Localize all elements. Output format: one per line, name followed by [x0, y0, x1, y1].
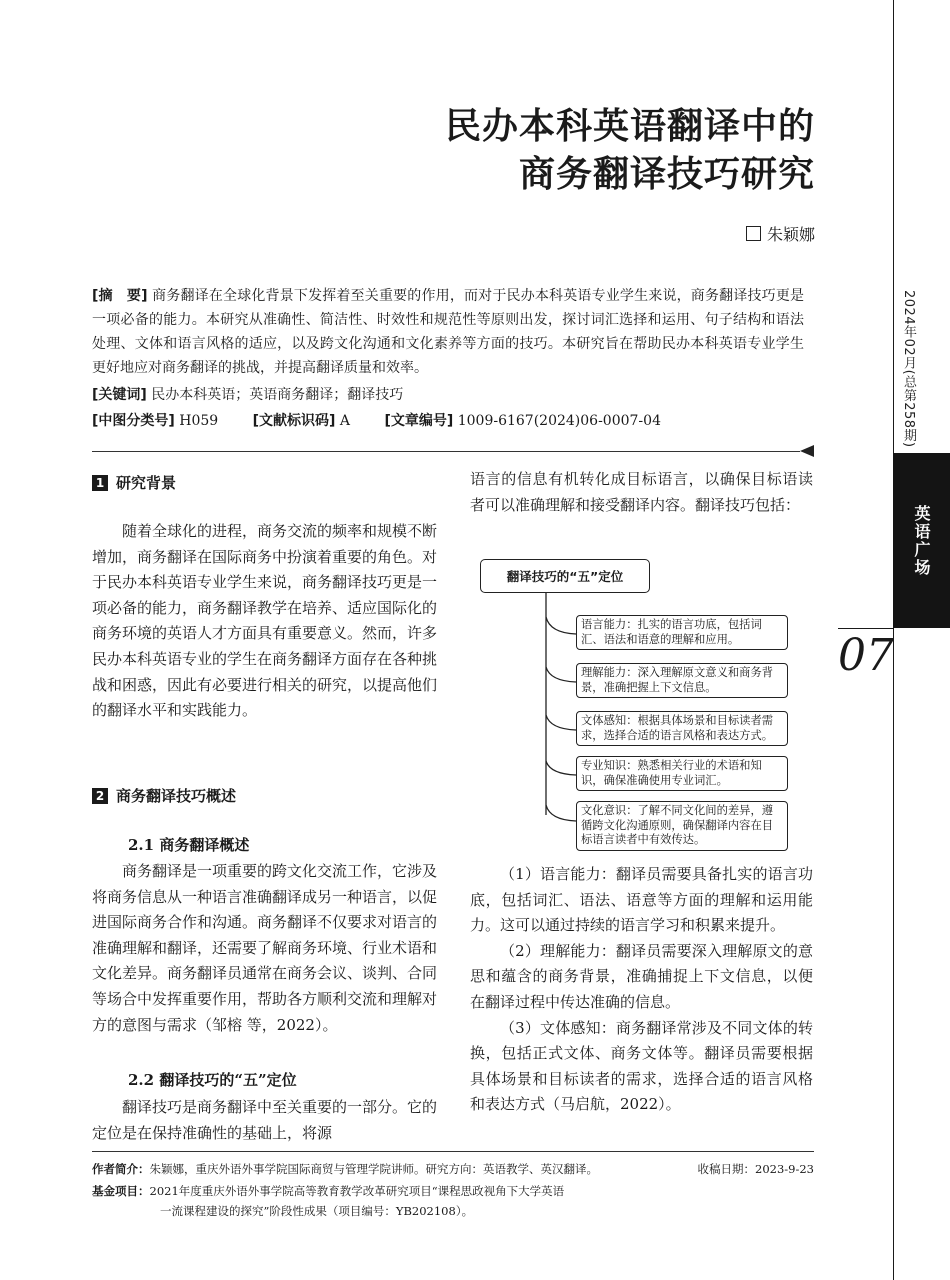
article-no-value: 1009-6167(2024)06-0007-04: [457, 413, 661, 429]
author-info-text: 朱颖娜，重庆外语外事学院国际商贸与管理学院讲师。研究方向：英语教学、英汉翻译。: [149, 1162, 598, 1176]
rule-arrow-icon: [800, 445, 814, 457]
clc-label: [中图分类号]: [92, 413, 175, 429]
diagram-head: 翻译技巧的“五”定位: [480, 559, 650, 593]
subsection-2-2-paragraph: 翻译技巧是商务翻译中至关重要的一部分。它的定位是在保持准确性的基础上，将源: [92, 1098, 438, 1142]
doc-code-label: [文献标识码]: [252, 413, 336, 429]
abstract-label: [摘 要]: [92, 288, 148, 304]
clc-value: H059: [179, 413, 219, 429]
article-no-label: [文章编号]: [384, 413, 454, 429]
fund-info: [92, 1181, 564, 1201]
abstract-rule: [92, 451, 800, 452]
fund-line-1: 2021年度重庆外语外事学院高等教育教学改革研究项目“课程思政视角下大学英语: [149, 1184, 565, 1198]
page-number: 07: [838, 630, 894, 681]
footer-rule: [92, 1151, 814, 1152]
section-2-heading: [92, 785, 236, 806]
section-2-title: 商务翻译技巧概述: [116, 787, 237, 805]
diagram-item-style: 文体感知：根据具体场景和目标读者需求，选择合适的语言风格和表达方式。: [576, 711, 788, 746]
received-date: 收稿日期：2023-9-23: [697, 1162, 814, 1176]
fund-label: 基金项目：: [92, 1184, 150, 1198]
diagram-item-knowledge: 专业知识：熟悉相关行业的术语和知识，确保准确使用专业词汇。: [576, 756, 788, 791]
fund-info-cont: [160, 1201, 473, 1221]
author-info-label: 作者简介：: [92, 1162, 150, 1176]
subsection-2-1-paragraph: 商务翻译是一项重要的跨文化交流工作，它涉及将商务信息从一种语言准确翻译成另一种语言，以促进国际商务合作和沟通。商务翻译不仅要求对语言的准确理解和翻译，还需要了解商务环境、行业术语和文化差异。商务翻译员通常在商务会议、谈判、合同等场合中发挥重要作用，帮助各方顺利交流和理解对方的意图与需求（邹榕 等，2022）。: [92, 862, 438, 1034]
point-3-paragraph: （3）文体感知：商务翻译常涉及不同文体的转换，包括正式文体、商务文体等。翻译员需要根据具体场景和目标读者的需求，选择合适的语言风格和表达方式（马启航，2022）。: [470, 1018, 813, 1114]
square-icon: [746, 226, 761, 241]
subsection-2-1-title: 2.1 商务翻译概述: [128, 836, 250, 854]
author-name: 朱颖娜: [766, 225, 815, 244]
author-line: [746, 222, 815, 245]
diagram-item-culture: 文化意识：了解不同文化间的差异，遵循跨文化沟通原则，确保翻译内容在目标语言读者中有效传达。: [576, 801, 788, 851]
keywords-text: 民办本科英语；英语商务翻译；翻译技巧: [151, 387, 404, 403]
point-1-paragraph: （1）语言能力：翻译员需要具备扎实的语言功底，包括词汇、语法、语意等方面的理解和运用能力。这可以通过持续的语言学习和积累来提升。: [470, 865, 813, 935]
subsection-2-1-body: [92, 859, 437, 1038]
author-info: [92, 1159, 598, 1179]
section-1-paragraph: 随着全球化的进程，商务交流的频率和规模不断增加，商务翻译在国际商务中扮演着重要的角色。对于民办本科英语专业学生来说，商务翻译技巧更是一项必备的能力，商务翻译教学在培养、适应国际化的商务环境的英语人才方面具有重要意义。然而，许多民办本科英语专业的学生在商务翻译方面存在各种挑战和困惑，因此有必要进行相关的研究，以提高他们的翻译水平和实践能力。: [92, 522, 438, 720]
keywords-label: [关键词]: [92, 387, 147, 403]
right-column-intro: [470, 467, 813, 518]
right-column-body: [470, 862, 813, 1118]
issue-date: 2024年02月(总第258期): [901, 290, 916, 448]
diagram-item-language: 语言能力：扎实的语言功底，包括词汇、语法和语意的理解和应用。: [576, 615, 788, 650]
column-tab: [893, 453, 950, 628]
page-number-rule: [838, 628, 894, 629]
section-2-number: 2: [92, 788, 108, 804]
doc-code-value: A: [339, 413, 351, 429]
subsection-2-2-title: 2.2 翻译技巧的“五”定位: [128, 1071, 297, 1089]
section-1-number: 1: [92, 475, 108, 491]
diagram-item-comprehension: 理解能力：深入理解原文意义和商务背景，准确把握上下文信息。: [576, 663, 788, 698]
five-positions-diagram: [480, 555, 800, 855]
subsection-2-2-body: [92, 1095, 437, 1146]
section-1-heading: [92, 472, 176, 493]
classification-line: [92, 409, 691, 433]
title-line-1: 民办本科英语翻译中的: [444, 106, 815, 147]
column-name: 英语广场: [912, 504, 931, 577]
abstract-text: 商务翻译在全球化背景下发挥着至关重要的作用，而对于民办本科英语专业学生来说，商务翻译技巧更是一项必备的能力。本研究从准确性、简洁性、时效性和规范性等原则出发，探讨词汇选择和运用、句子结构和语法处理、文体和语言风格的适应，以及跨文化沟通和文化素养等方面的技巧。本研究旨在帮助民办本科英语专业学生更好地应对商务翻译的挑战，并提高翻译质量和效率。: [92, 288, 805, 376]
keywords: [92, 383, 403, 407]
title-line-2: 商务翻译技巧研究: [518, 154, 815, 195]
section-1-body: [92, 519, 437, 724]
fund-line-2: 一流课程建设的探究”阶段性成果（项目编号：YB202108）。: [160, 1204, 474, 1218]
abstract: [92, 284, 804, 380]
section-1-title: 研究背景: [116, 474, 177, 492]
point-2-paragraph: （2）理解能力：翻译员需要深入理解原文的意思和蕴含的商务背景，准确捕捉上下文信息，以便在翻译过程中传达准确的信息。: [470, 941, 813, 1011]
continuation-paragraph: 语言的信息有机转化成目标语言，以确保目标语读者可以准确理解和接受翻译内容。翻译技巧包括：: [470, 470, 813, 514]
